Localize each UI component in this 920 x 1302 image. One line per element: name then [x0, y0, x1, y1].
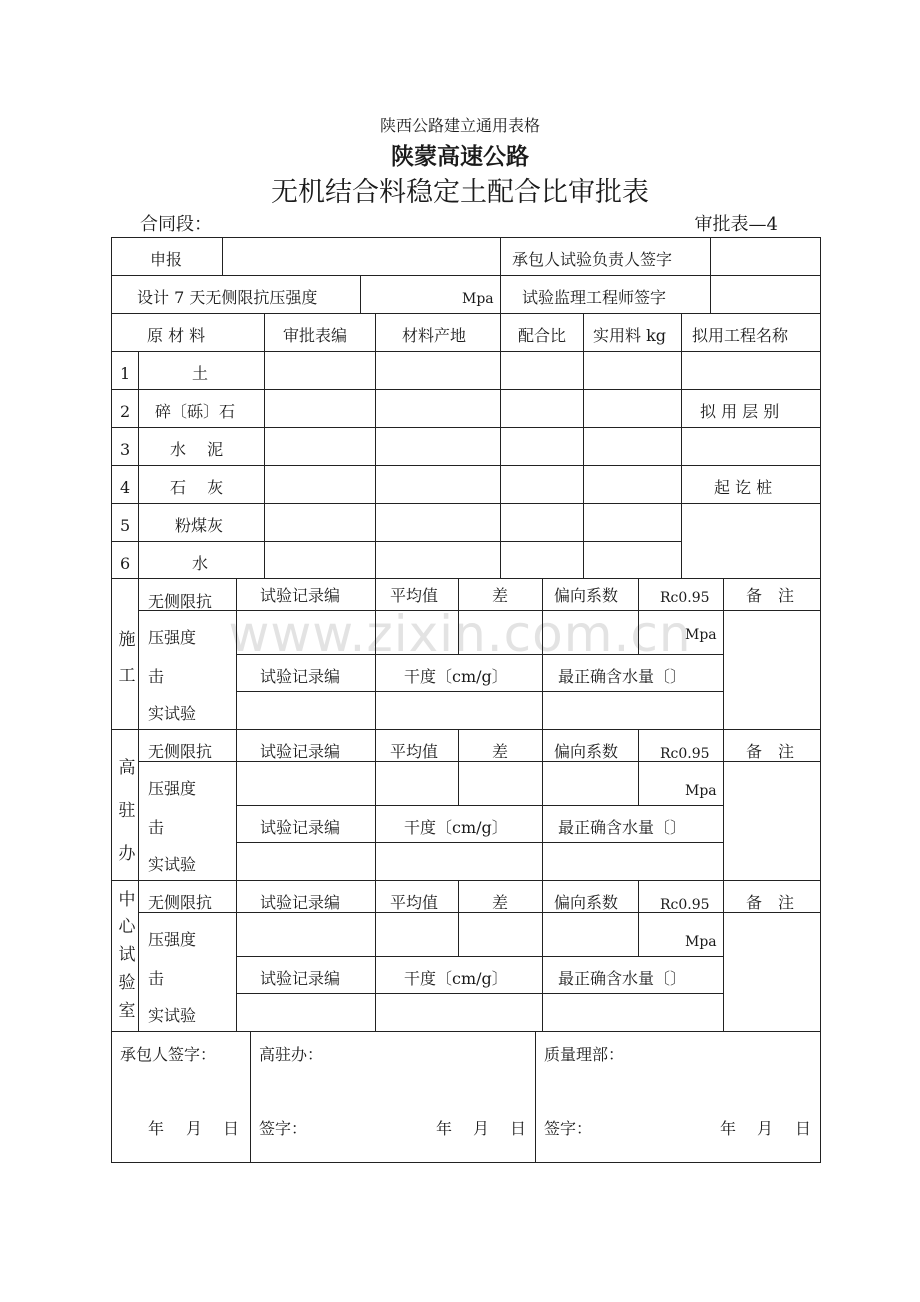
- record-no-label: 试验记录编: [260, 893, 341, 912]
- header-approval-no: 审批表编: [283, 326, 348, 345]
- header-raw-material: 原 材 料: [147, 326, 206, 345]
- compaction-label: 击: [148, 969, 165, 988]
- deviation-label: 差: [492, 586, 509, 605]
- grid-line-h: [111, 427, 681, 428]
- section-label-resident: 驻: [118, 801, 136, 821]
- grid-line-v: [375, 729, 376, 880]
- grid-line-h: [236, 805, 723, 806]
- grid-line-v: [500, 313, 501, 578]
- section-label-resident: 办: [118, 844, 136, 864]
- date-month: 月: [186, 1119, 203, 1138]
- grid-line-h: [236, 654, 723, 655]
- remarks-label: 备 注: [746, 742, 795, 761]
- header-origin: 材料产地: [402, 326, 467, 345]
- strength-label: 压强度: [148, 628, 197, 647]
- date-year: 年: [148, 1119, 165, 1138]
- grid-line-v: [638, 880, 639, 956]
- grid-line-h: [138, 761, 820, 762]
- station-range-label: 起 讫 桩: [714, 478, 773, 497]
- section-label-construction: 施: [118, 630, 136, 650]
- strength-unit: Mpa: [685, 783, 717, 799]
- header-mix-ratio: 配合比: [518, 326, 567, 345]
- page-title: 无机结合料稳定土配合比审批表: [271, 177, 649, 208]
- material-name: 水: [192, 554, 209, 573]
- grid-line-h: [236, 842, 723, 843]
- date-day: 日: [223, 1119, 240, 1138]
- grid-line-v: [723, 880, 724, 1031]
- remarks-label: 备 注: [746, 893, 795, 912]
- grid-line-h: [681, 465, 820, 466]
- grid-line-h: [236, 691, 723, 692]
- supervisor-sign-label: 试验监理工程师签字: [522, 288, 667, 307]
- date-year: 年: [720, 1119, 737, 1138]
- average-label: 平均值: [390, 893, 439, 912]
- compaction-label: 实试验: [148, 855, 197, 874]
- date-day: 日: [510, 1119, 527, 1138]
- record-no-label: 试验记录编: [260, 586, 341, 605]
- grid-line-h: [111, 313, 820, 314]
- grid-line-v: [638, 578, 639, 654]
- grid-line-h: [111, 578, 820, 579]
- material-name: 碎〔砾〕石: [155, 402, 236, 421]
- grid-line-v: [458, 729, 459, 805]
- compaction-label: 击: [148, 667, 165, 686]
- material-name: 水 泥: [170, 440, 224, 459]
- material-name: 土: [192, 364, 209, 383]
- grid-line-v: [535, 1031, 536, 1163]
- section-label-center-lab: 中: [118, 890, 136, 910]
- rc-label: Rc0.95: [660, 746, 710, 762]
- date-day: 日: [795, 1119, 812, 1138]
- grid-line-h: [111, 1031, 820, 1032]
- project-name: 陕蒙高速公路: [391, 144, 529, 170]
- deviation-label: 差: [492, 893, 509, 912]
- grid-line-h: [111, 389, 681, 390]
- strength-label: 压强度: [148, 779, 197, 798]
- grid-line-v: [236, 578, 237, 729]
- grid-line-h: [111, 880, 820, 881]
- grid-line-v: [375, 313, 376, 578]
- bias-coef-label: 偏向系数: [554, 893, 619, 912]
- strength-label: 无侧限抗: [148, 592, 213, 611]
- section-label-construction: 工: [118, 666, 136, 686]
- grid-line-v: [458, 578, 459, 654]
- section-label-center-lab: 室: [118, 1001, 136, 1021]
- grid-line-v: [583, 313, 584, 578]
- strength-label: 无侧限抗: [148, 893, 213, 912]
- grid-line-h: [681, 427, 820, 428]
- resident-sign-label: 签字：: [259, 1119, 308, 1138]
- grid-line-v: [500, 237, 501, 313]
- grid-line-h: [111, 465, 681, 466]
- grid-line-v: [638, 729, 639, 805]
- declare-label: 申报: [150, 250, 183, 269]
- section-label-resident: 高: [118, 758, 136, 778]
- grid-line-v: [681, 313, 682, 578]
- grid-line-v: [723, 729, 724, 880]
- date-year: 年: [436, 1119, 453, 1138]
- compaction-label: 实试验: [148, 1006, 197, 1025]
- quality-dept-label: 质量理部：: [544, 1045, 625, 1064]
- strength-label: 压强度: [148, 930, 197, 949]
- approval-table: [111, 237, 821, 1163]
- grid-line-h: [111, 351, 820, 352]
- grid-line-h: [111, 275, 820, 276]
- optimal-moisture-label: 最正确含水量〔〕: [558, 969, 687, 988]
- header-project-name: 拟用工程名称: [692, 326, 789, 345]
- grid-line-h: [111, 729, 820, 730]
- dry-density-label: 干度〔cm/g〕: [404, 667, 508, 686]
- section-label-center-lab: 验: [118, 973, 136, 993]
- grid-line-h: [111, 541, 681, 542]
- layer-label: 拟 用 层 别: [700, 402, 780, 421]
- remarks-label: 备 注: [746, 586, 795, 605]
- grid-line-v: [138, 578, 139, 729]
- compaction-label: 击: [148, 818, 165, 837]
- grid-line-h: [681, 389, 820, 390]
- grid-line-v: [458, 880, 459, 956]
- row-no: 6: [120, 554, 131, 573]
- grid-line-v: [710, 237, 711, 313]
- rc-label: Rc0.95: [660, 590, 710, 606]
- grid-line-v: [236, 880, 237, 1031]
- grid-line-v: [250, 1031, 251, 1163]
- contractor-sign-label: 承包人试验负责人签字: [512, 250, 673, 269]
- date-month: 月: [473, 1119, 490, 1138]
- contractor-signature-label: 承包人签字：: [120, 1045, 217, 1064]
- record-no-label: 试验记录编: [260, 818, 341, 837]
- contract-section-label: 合同段：: [140, 214, 212, 235]
- optimal-moisture-label: 最正确含水量〔〕: [558, 818, 687, 837]
- material-name: 粉煤灰: [175, 516, 224, 535]
- row-no: 5: [120, 516, 131, 535]
- design-strength-unit: Mpa: [462, 291, 494, 307]
- row-no: 4: [120, 478, 131, 497]
- compaction-label: 实试验: [148, 704, 197, 723]
- grid-line-h: [236, 993, 723, 994]
- dry-density-label: 干度〔cm/g〕: [404, 818, 508, 837]
- record-no-label: 试验记录编: [260, 742, 341, 761]
- deviation-label: 差: [492, 742, 509, 761]
- bias-coef-label: 偏向系数: [554, 586, 619, 605]
- form-number: 审批表—4: [694, 214, 778, 235]
- grid-line-v: [542, 578, 543, 729]
- section-label-center-lab: 试: [118, 945, 136, 965]
- dry-density-label: 干度〔cm/g〕: [404, 969, 508, 988]
- section-label-center-lab: 心: [118, 917, 136, 937]
- grid-line-h: [138, 610, 820, 611]
- watermark: www.zixin.com.cn: [228, 605, 692, 663]
- grid-line-v: [222, 237, 223, 275]
- grid-line-v: [360, 275, 361, 313]
- row-no: 2: [120, 402, 131, 421]
- grid-line-h: [681, 503, 820, 504]
- grid-line-h: [138, 912, 820, 913]
- header-material-kg: 实用料 kg: [593, 326, 667, 345]
- rc-label: Rc0.95: [660, 897, 710, 913]
- grid-line-v: [375, 880, 376, 1031]
- grid-line-v: [375, 578, 376, 729]
- grid-line-v: [542, 880, 543, 1031]
- form-category: 陕西公路建立通用表格: [379, 116, 540, 135]
- optimal-moisture-label: 最正确含水量〔〕: [558, 667, 687, 686]
- grid-line-h: [236, 956, 723, 957]
- design-strength-label: 设计 7 天无侧限抗压强度: [137, 288, 318, 307]
- average-label: 平均值: [390, 586, 439, 605]
- strength-unit: Mpa: [685, 627, 717, 643]
- record-no-label: 试验记录编: [260, 667, 341, 686]
- material-name: 石 灰: [170, 478, 224, 497]
- strength-label: 无侧限抗: [148, 742, 213, 761]
- grid-line-v: [723, 578, 724, 729]
- quality-sign-label: 签字：: [544, 1119, 593, 1138]
- strength-unit: Mpa: [685, 934, 717, 950]
- resident-office-label: 高驻办：: [259, 1045, 324, 1064]
- date-month: 月: [757, 1119, 774, 1138]
- grid-line-v: [264, 313, 265, 578]
- average-label: 平均值: [390, 742, 439, 761]
- grid-line-h: [111, 503, 681, 504]
- record-no-label: 试验记录编: [260, 969, 341, 988]
- grid-line-v: [542, 729, 543, 880]
- row-no: 1: [120, 364, 131, 383]
- bias-coef-label: 偏向系数: [554, 742, 619, 761]
- row-no: 3: [120, 440, 131, 459]
- grid-line-v: [236, 729, 237, 880]
